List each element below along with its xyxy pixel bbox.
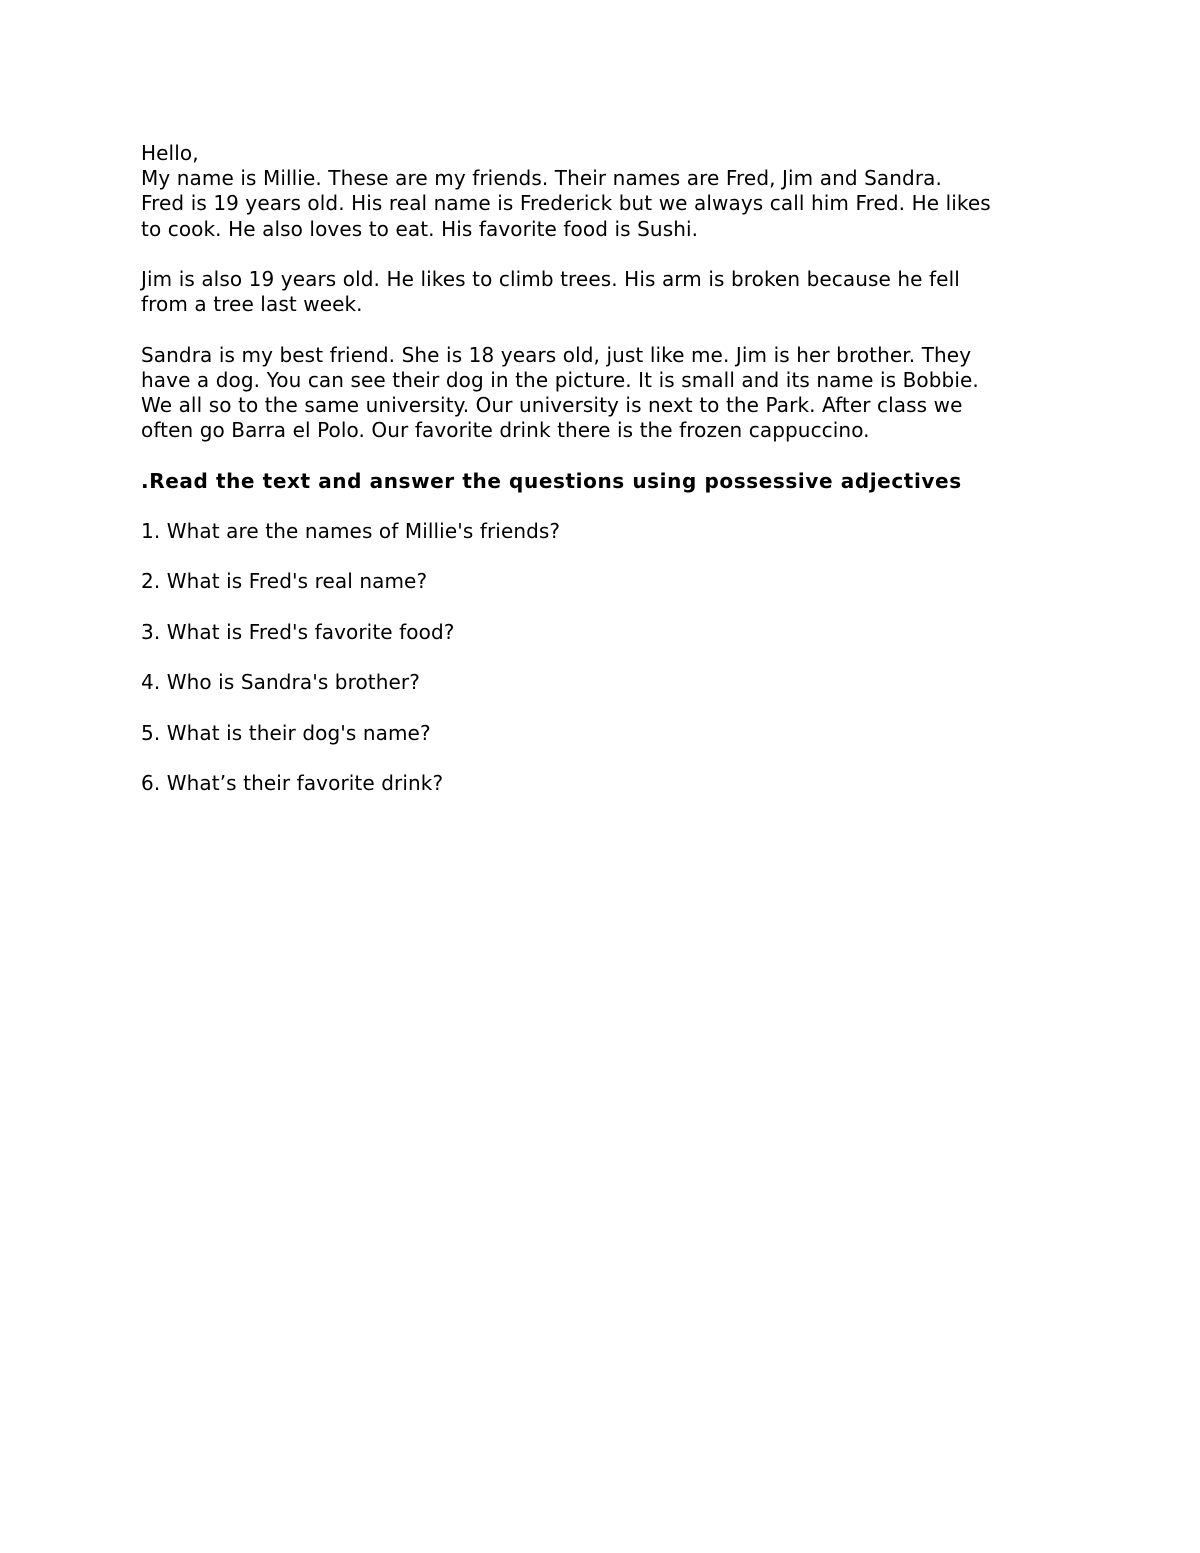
exercise-instruction: .Read the text and answer the questions using possessive adjectives <box>141 468 962 493</box>
exercise-section <box>141 469 1061 797</box>
paragraph-spacer <box>141 645 1061 670</box>
paragraph-spacer <box>141 746 1061 771</box>
text-line: have a dog. You can see their dog in the picture. It is small and its name is Bobbie. <box>141 367 979 392</box>
letter-paragraph-2 <box>141 267 1061 317</box>
paragraph-spacer <box>141 595 1061 620</box>
question-item: 3. What is Fred's favorite food? <box>141 619 455 644</box>
paragraph-spacer <box>141 317 1061 342</box>
question-item: 6. What’s their favorite drink? <box>141 770 444 795</box>
paragraph-spacer <box>141 494 1061 519</box>
paragraph-spacer <box>141 544 1061 569</box>
text-line: We all so to the same university. Our university is next to the Park. After class we <box>141 393 963 417</box>
paragraph-spacer <box>141 695 1061 720</box>
greeting: Hello, <box>141 141 199 165</box>
document-page <box>141 141 1061 796</box>
text-line: Jim is also 19 years old. He likes to climb trees. His arm is broken because he fell <box>141 267 960 291</box>
text-line: My name is Millie. These are my friends. Their names are Fred, Jim and Sandra. <box>141 166 942 191</box>
text-line: from a tree last week. <box>141 292 363 317</box>
question-item: 1. What are the names of Millie's friends? <box>141 518 561 543</box>
question-item: 2. What is Fred's real name? <box>141 569 428 594</box>
question-item: 5. What is their dog's name? <box>141 720 431 745</box>
text-line: often go Barra el Polo. Our favorite drink there is the frozen cappuccino. <box>141 418 870 443</box>
text-line: to cook. He also loves to eat. His favorite food is Sushi. <box>141 216 699 241</box>
paragraph-spacer <box>141 242 1061 267</box>
letter-paragraph-3 <box>141 343 1061 444</box>
text-line: Fred is 19 years old. His real name is Frederick but we always call him Fred. He likes <box>141 191 991 216</box>
letter-paragraph-1 <box>141 141 1061 242</box>
text-line: Sandra is my best friend. She is 18 years old, just like me. Jim is her brother. They <box>141 342 972 367</box>
paragraph-spacer <box>141 443 1061 468</box>
question-item: 4. Who is Sandra's brother? <box>141 670 420 695</box>
